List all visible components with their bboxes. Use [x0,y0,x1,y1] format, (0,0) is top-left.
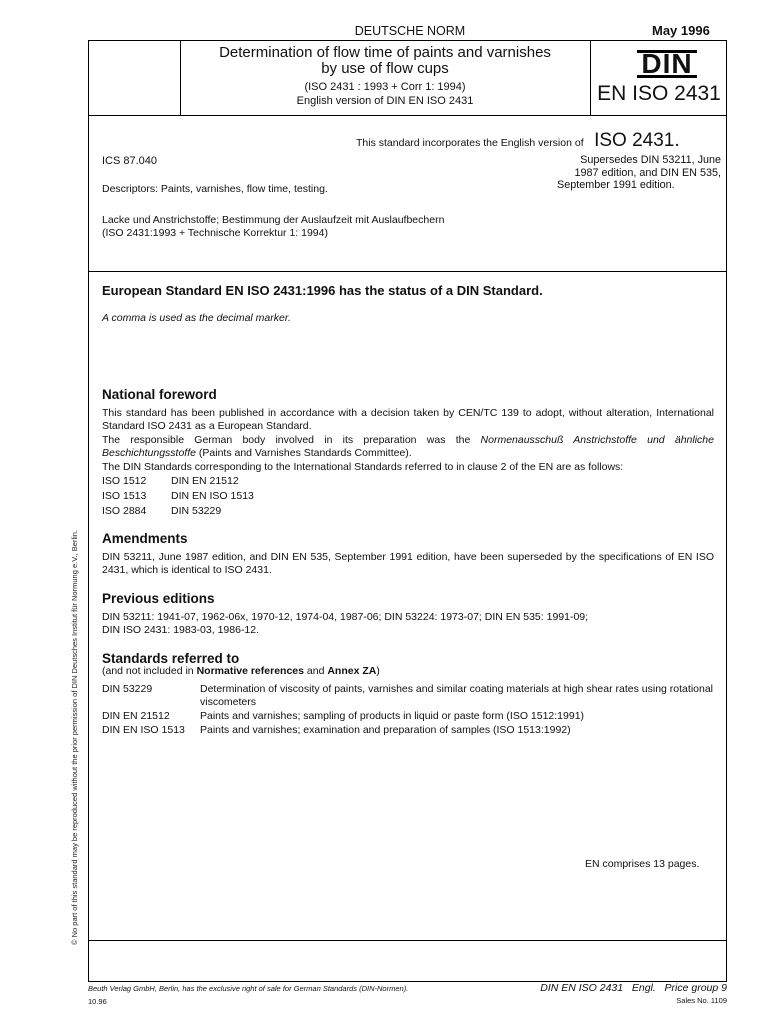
incorporation-dot: . [674,130,680,151]
supersedes-line-2: 1987 edition, and DIN EN 535, [574,166,721,179]
amendments-text: DIN 53211, June 1987 edition, and DIN EN 535, September 1991 edition, have been superseded by the specifications of EN ISO 2431, which is identical to ISO 2431. [102,551,714,576]
committee-name: Normenausschuß Anstrichstoffe und ähnliche Beschichtungsstoffe [102,434,714,459]
sales-number: Sales No. 1109 [676,996,727,1005]
din-logo-text: DIN [637,50,696,78]
header-col-divider-left [180,40,181,115]
foreword-p2-post: (Paints and Varnishes Standards Committee). [195,446,412,459]
date-code: 10.96 [88,997,107,1006]
publisher-pre: Beuth Verlag GmbH, Berlin, has the exclusive right of sale for German Standards [88,984,360,993]
en-page-count: EN comprises 13 pages. [585,858,700,870]
header-divider [88,115,727,116]
previous-editions-heading: Previous editions [102,591,215,606]
subtitle-mid: and [303,665,328,677]
iso-code: ISO 1513 [102,490,147,502]
title-line-2: by use of flow cups [321,60,449,77]
incorporated-iso: ISO 2431 [594,130,675,151]
document-title [182,45,588,77]
standard-description: Paints and varnishes; sampling of products in liquid or paste form (ISO 1512:1991) [200,710,585,722]
subtitle-post: ) [376,665,380,677]
iso-code: ISO 2884 [102,505,147,517]
standard-code: DIN EN 21512 [102,710,170,722]
iso-reference: (ISO 2431 : 1993 + Corr 1: 1994) [304,81,466,93]
din-code: DIN EN 21512 [171,475,239,487]
previous-editions-line-2: DIN ISO 2431: 1983-03, 1986-12. [102,624,260,636]
standard-description: Paints and varnishes; examination and preparation of samples (ISO 1513:1992) [200,724,571,736]
ics-code: ICS 87.040 [102,155,158,167]
publisher-ital: (DIN-Normen) [359,984,407,993]
standards-referred-heading: Standards referred to [102,651,240,666]
decimal-marker-note: A comma is used as the decimal marker. [102,312,291,324]
descriptors: Descriptors: Paints, varnishes, flow time, testing. [102,183,328,195]
previous-editions-line-1: DIN 53211: 1941-07, 1962-06x, 1970-12, 1974-04, 1987-06; DIN 53224: 1973-07; DIN EN 535: 1991-09; [102,611,589,623]
supersedes-line-3: September 1991 edition. [557,179,675,191]
iso-code: ISO 1512 [102,475,147,487]
amendments-heading: Amendments [102,531,188,546]
din-code: DIN EN ISO 1513 [171,490,254,502]
incorporation-text: This standard incorporates the English version of [356,137,584,149]
table-row [102,505,254,520]
normative-references-label: Normative references [196,665,304,677]
foreword-p2-pre: The responsible German body involved in its preparation was the [102,434,481,446]
standard-number: EN ISO 2431 [597,82,721,105]
din-logo [616,49,718,79]
foreword-paragraph-2 [102,434,714,459]
german-title-line-2: (ISO 2431:1993 + Technische Korrektur 1: 1994) [102,226,328,239]
publication-date: May 1996 [652,23,710,38]
standards-referred-subtitle [102,665,380,678]
bottom-divider [88,940,727,941]
correspondence-table [102,475,254,520]
foreword-paragraph-3: The DIN Standards corresponding to the International Standards referred to in clause 2 of the EN are as follows: [102,461,624,473]
copyright-notice: © No part of this standard may be reproduced without the prior permission of DIN Deutsches Institut für Normung e.V., Berlin. [70,529,79,945]
standard-description: Determination of viscosity of paints, varnishes and similar coating materials at high shear rates using rotational viscometers [200,683,713,708]
document-reference: DIN EN ISO 2431 Engl. Price group 9 [540,982,727,994]
standard-code: DIN EN ISO 1513 [102,724,185,736]
standard-code: DIN 53229 [102,683,153,695]
german-title-line-1: Lacke und Anstrichstoffe; Bestimmung der Auslaufzeit mit Auslaufbechern [102,214,445,226]
supersedes-note [556,154,721,192]
title-line-1: Determination of flow time of paints and varnishes [219,44,551,61]
publisher-post: . [406,984,409,993]
english-version-note: English version of DIN EN ISO 2431 [296,95,474,107]
subtitle-pre: (and not included in [102,665,197,677]
header-col-divider-right [590,40,591,115]
foreword-paragraph-1: This standard has been published in accordance with a decision taken by CEN/TC 139 to adopt, without alteration, International Standard ISO 2431 as a European Standard. [102,407,714,432]
supersedes-line-1: Supersedes DIN 53211, June [580,154,721,166]
din-code: DIN 53229 [171,505,222,517]
table-row [102,490,254,505]
national-foreword-heading: National foreword [102,387,217,402]
publisher-note [88,984,408,993]
table-row [102,475,254,490]
annex-za-label: Annex ZA [327,665,377,677]
section-divider [88,271,727,272]
din-status-statement: European Standard EN ISO 2431:1996 has the status of a DIN Standard. [102,283,543,298]
incorporation-line [356,130,680,152]
norm-label: DEUTSCHE NORM [354,24,466,38]
german-title [102,214,582,239]
